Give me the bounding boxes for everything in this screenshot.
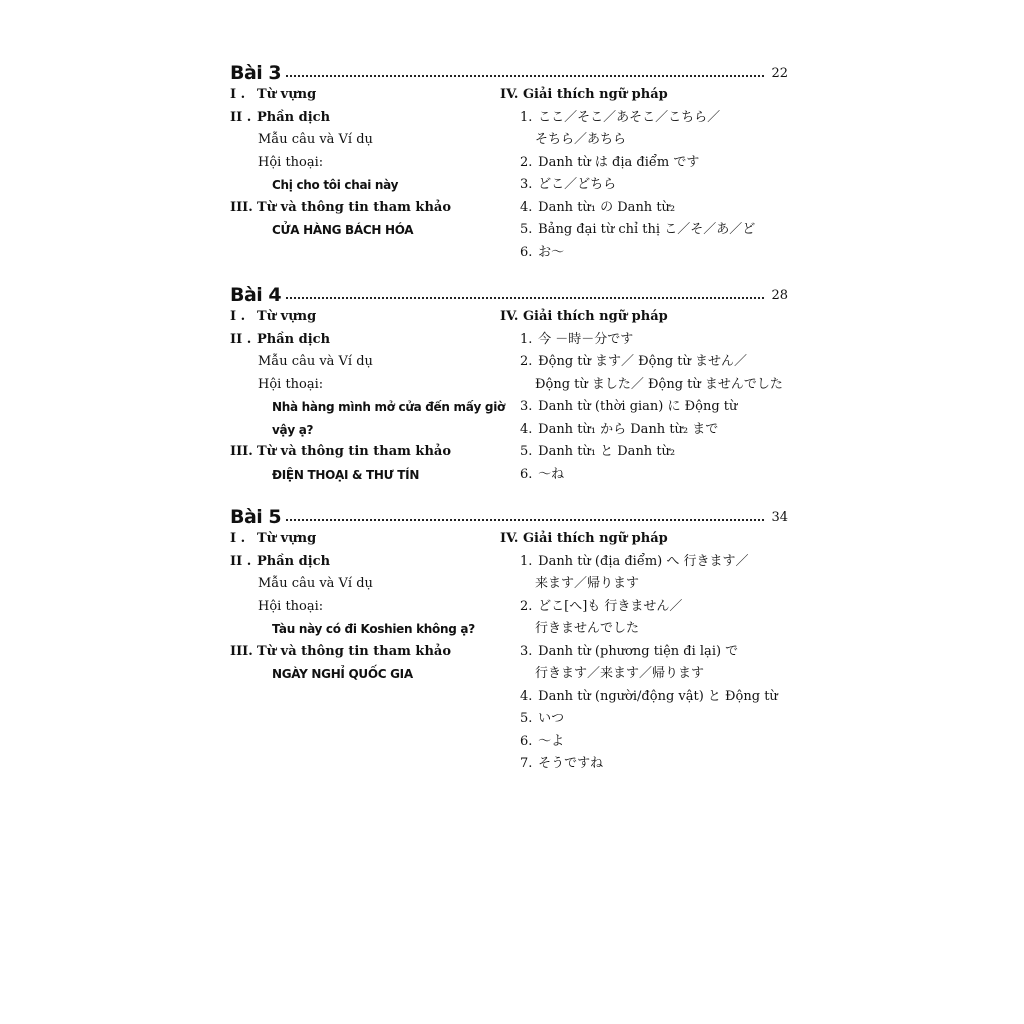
item-text: ～ね: [538, 466, 565, 482]
grammar-item: [500, 197, 800, 220]
item-number: 6.: [520, 733, 533, 749]
item-text: そうですね: [538, 756, 604, 771]
grammar-item-continuation: 行きませんでした: [535, 621, 640, 636]
reference-title: ĐIỆN THOẠI & THƯ TÍN: [272, 467, 420, 482]
reference-title: NGÀY NGHỈ QUỐC GIA: [272, 667, 413, 681]
roman-numeral: I .: [230, 87, 246, 102]
heading-text: Từ và thông tin tham khảo: [257, 643, 451, 659]
grammar-item: [500, 419, 800, 442]
grammar-item: [500, 731, 800, 754]
grammar-item: [500, 242, 800, 265]
grammar-item: [500, 686, 800, 709]
section-heading: [230, 641, 490, 664]
grammar-item: [500, 329, 800, 352]
heading-text: Từ vựng: [257, 309, 317, 324]
section-heading: [230, 306, 490, 329]
grammar-item: [500, 174, 800, 197]
item-number: 5.: [520, 222, 533, 237]
heading-text: Từ vựng: [257, 87, 317, 102]
sub-entry: Mẫu câu và Ví dụ: [258, 132, 373, 147]
item-text: Danh từ₁ から Danh từ₂ まで: [538, 421, 719, 437]
roman-numeral: I .: [230, 531, 246, 546]
grammar-item: [500, 351, 800, 374]
section-heading: [230, 551, 490, 574]
item-text: Bảng đại từ chỉ thị こ／そ／あ／ど: [538, 222, 756, 237]
dialogue-title: Nhà hàng mình mở cửa đến mấy giờ: [272, 400, 505, 414]
section-heading: [230, 107, 490, 130]
grammar-item: [500, 396, 800, 419]
right-column: [500, 528, 800, 776]
heading-text: Từ và thông tin tham khảo: [257, 199, 451, 215]
grammar-item: [500, 464, 800, 487]
lesson-section: [230, 284, 790, 482]
right-column: [500, 306, 800, 486]
sub-entry: Mẫu câu và Ví dụ: [258, 576, 373, 591]
grammar-item-continuation: 行きます／来ます／帰ります: [535, 666, 705, 681]
dialogue-title: Chị cho tôi chai này: [272, 178, 399, 192]
item-text: ここ／そこ／あそこ／こちら／: [538, 109, 721, 125]
item-number: 1.: [520, 331, 533, 347]
heading-text: Phần dịch: [257, 109, 331, 125]
item-text: Danh từ (phương tiện đi lại) で: [538, 643, 739, 659]
item-text: Danh từ (địa điểm) へ 行きます／: [538, 553, 749, 569]
sub-entry: Hội thoại:: [258, 376, 324, 392]
item-text: どこ／どちら: [538, 177, 617, 192]
dialogue-title: vậy ạ?: [272, 422, 314, 437]
item-number: 4.: [520, 421, 533, 437]
heading-text: Từ và thông tin tham khảo: [257, 444, 451, 459]
grammar-item: [500, 551, 800, 574]
right-column: [500, 84, 800, 264]
heading-text: Phần dịch: [257, 331, 331, 347]
item-text: ～よ: [538, 733, 565, 749]
heading-text: Phần dịch: [257, 553, 331, 569]
item-number: 4.: [520, 688, 533, 704]
left-column: [230, 306, 505, 486]
item-number: 5.: [520, 444, 533, 459]
roman-numeral: III.: [230, 444, 253, 459]
grammar-item: [500, 708, 800, 731]
section-heading: [230, 329, 490, 352]
page-number[interactable]: 22: [771, 66, 788, 81]
section-heading: [230, 441, 490, 464]
item-text: Động từ ます／ Động từ ません／: [538, 354, 748, 369]
item-number: 3.: [520, 399, 533, 414]
item-number: 7.: [520, 756, 533, 771]
item-number: 6.: [520, 244, 533, 260]
item-number: 1.: [520, 109, 533, 125]
grammar-item-continuation: そちら／あちら: [535, 132, 627, 147]
item-number: 1.: [520, 553, 533, 569]
item-text: いつ: [538, 711, 565, 726]
dialogue-title: Tàu này có đi Koshien không ạ?: [272, 622, 475, 636]
item-text: どこ[へ]も 行きません／: [538, 598, 683, 614]
grammar-heading: IV. Giải thích ngữ pháp: [500, 87, 668, 102]
left-column: [230, 528, 490, 686]
roman-numeral: III.: [230, 643, 253, 659]
item-text: Danh từ₁ と Danh từ₂: [538, 444, 676, 459]
grammar-item: [500, 596, 800, 619]
roman-numeral: II .: [230, 109, 252, 125]
grammar-item-continuation: Động từ ました／ Động từ ませんでした: [535, 376, 783, 392]
grammar-item: [500, 441, 800, 464]
heading-text: Từ vựng: [257, 531, 317, 546]
grammar-item: [500, 219, 800, 242]
lesson-title[interactable]: Bài 5: [230, 506, 285, 528]
grammar-heading: IV. Giải thích ngữ pháp: [500, 309, 668, 324]
grammar-heading: IV. Giải thích ngữ pháp: [500, 531, 668, 546]
item-number: 3.: [520, 177, 533, 192]
sub-entry: Hội thoại:: [258, 598, 324, 614]
grammar-item: [500, 107, 800, 130]
item-number: 3.: [520, 643, 533, 659]
grammar-item-continuation: 来ます／帰ります: [535, 576, 640, 591]
item-text: 今 －時－分です: [538, 331, 634, 347]
item-number: 2.: [520, 154, 533, 170]
item-number: 2.: [520, 354, 533, 369]
item-text: Danh từ は địa điểm です: [538, 154, 700, 170]
page-number[interactable]: 34: [771, 510, 788, 525]
roman-numeral: II .: [230, 331, 252, 347]
reference-title: CỬA HÀNG BÁCH HÓA: [272, 223, 414, 237]
sub-entry: Hội thoại:: [258, 154, 324, 170]
left-column: [230, 84, 490, 242]
page-number[interactable]: 28: [771, 288, 788, 303]
roman-numeral: I .: [230, 309, 246, 324]
grammar-item: [500, 641, 800, 664]
section-heading: [230, 197, 490, 220]
item-number: 4.: [520, 199, 533, 215]
lesson-title[interactable]: Bài 3: [230, 62, 285, 84]
item-number: 6.: [520, 466, 533, 482]
grammar-item: [500, 753, 800, 776]
lesson-title[interactable]: Bài 4: [230, 284, 285, 306]
item-text: Danh từ₁ の Danh từ₂: [538, 199, 676, 215]
grammar-item: [500, 152, 800, 175]
item-number: 2.: [520, 598, 533, 614]
lesson-section: [230, 62, 790, 260]
dot-leader: [282, 75, 764, 77]
roman-numeral: II .: [230, 553, 252, 569]
lesson-section: [230, 506, 790, 771]
section-heading: [230, 528, 490, 551]
dot-leader: [282, 519, 764, 521]
dot-leader: [282, 297, 764, 299]
item-text: お～: [538, 244, 565, 260]
item-number: 5.: [520, 711, 533, 726]
sub-entry: Mẫu câu và Ví dụ: [258, 354, 373, 369]
item-text: Danh từ (người/động vật) と Động từ: [538, 688, 778, 704]
section-heading: [230, 84, 490, 107]
item-text: Danh từ (thời gian) に Động từ: [538, 399, 738, 414]
roman-numeral: III.: [230, 199, 253, 215]
